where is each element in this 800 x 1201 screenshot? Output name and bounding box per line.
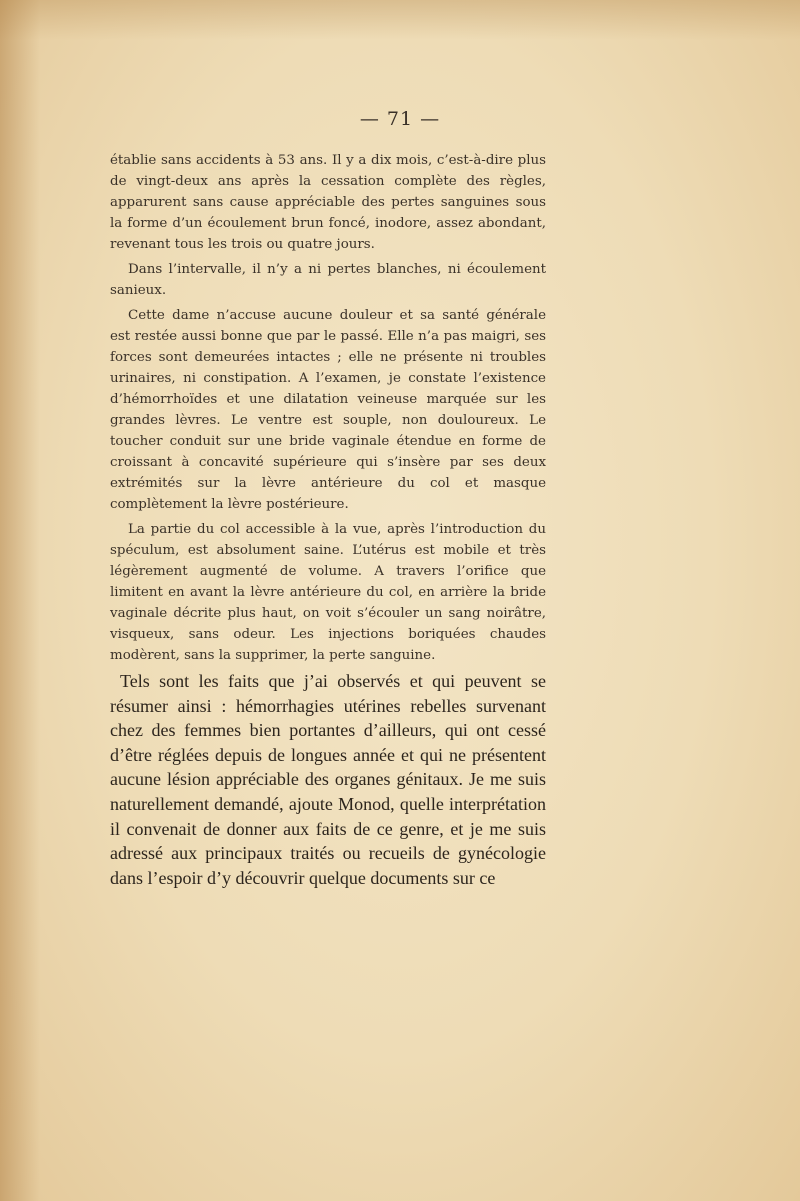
summary-text — [110, 669, 546, 890]
paragraph-4: La partie du col accessible à la vue, après l’introduction du spéculum, est absolument saine. L’utérus est mobile et très légèrement augmenté de volume. A travers l’orifice que limitent en avant la lèvre antérieure du col, en arrière la bride vaginale décrite plus haut, on voit s’écouler un sang noirâtre, visqueux, sans odeur. Les injections boriquées chaudes modèrent, sans la supprimer, la perte sanguine. — [110, 522, 546, 663]
summary-paragraph: Tels sont les faits que j’ai observés et qui peuvent se résumer ainsi : hémorrhagies utérines rebelles survenant chez des femmes bien portantes d’ailleurs, qui ont cessé d’être réglées depuis de longues année et qui ne présentent aucune lésion appréciable des organes génitaux. Je me suis naturellement demandé, ajoute Monod, quelle interprétation il convenait de donner aux faits de ce genre, et je me suis adressé aux principaux traités ou recueils de gynécologie dans l’espoir d’y découvrir quelque documents sur ce — [110, 671, 546, 888]
page-shadow-left — [0, 0, 40, 1201]
paragraph-2: Dans l’intervalle, il n’y a ni pertes blanches, ni écoulement sanieux. — [110, 262, 546, 298]
paragraph-1: établie sans accidents à 53 ans. Il y a dix mois, c’est-à-dire plus de vingt-deux ans après la cessation complète des règles, apparurent sans cause appréciable des pertes sanguines sous la forme d’un écoulement brun foncé, inodore, assez abondant, revenant tous les trois ou quatre jours. — [110, 153, 546, 252]
paragraph-3: Cette dame n’accuse aucune douleur et sa santé générale est restée aussi bonne que par le passé. Elle n’a pas maigri, ses forces sont demeurées intactes ; elle ne présente ni troubles urinaires, ni constipation. A l’examen, je constate l’existence d’hémorrhoïdes et une dilatation veineuse marquée sur les grandes lèvres. Le ventre est souple, non douloureux. Le toucher conduit sur une bride vaginale étendue en forme de croissant à concavité supérieure qui s’insère par ses deux extrémités sur la lèvre antérieure du col et masque complètement la lèvre postérieure. — [110, 308, 546, 512]
case-report-text — [110, 150, 546, 666]
page-number: — 71 — — [359, 108, 441, 130]
page-shadow-top — [0, 0, 800, 40]
